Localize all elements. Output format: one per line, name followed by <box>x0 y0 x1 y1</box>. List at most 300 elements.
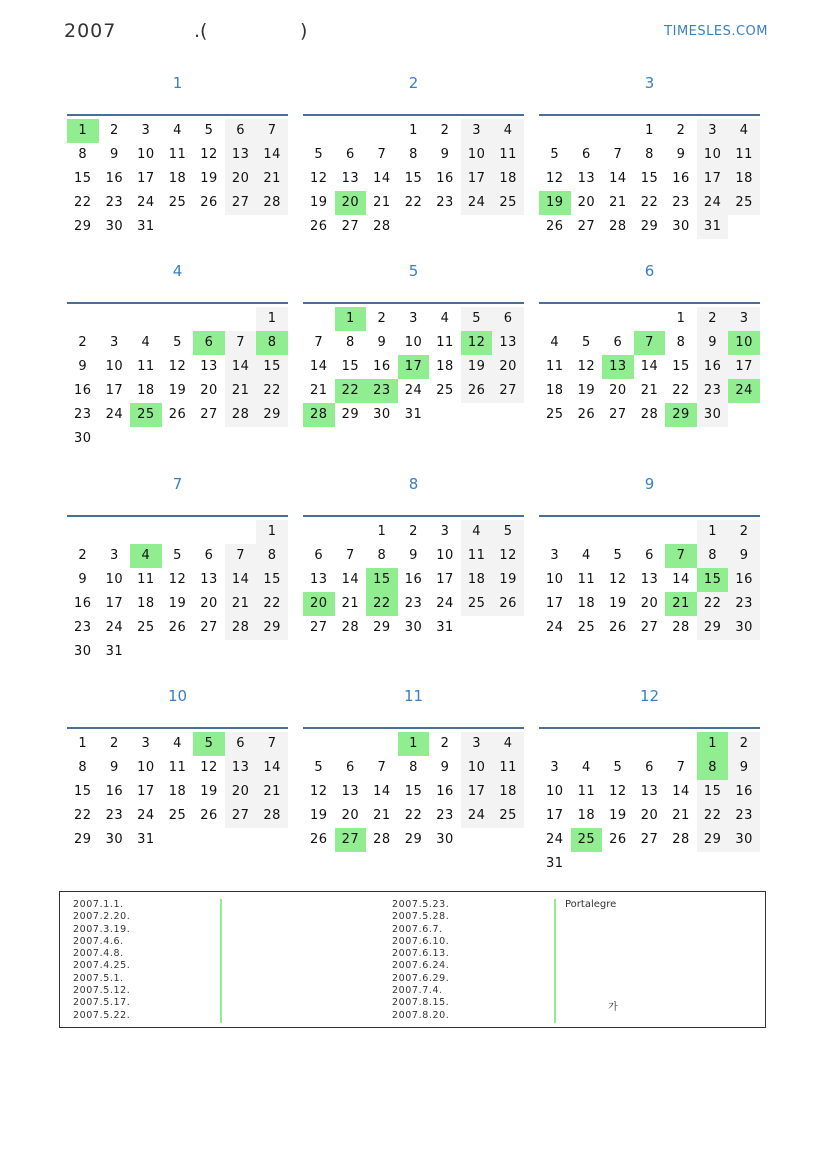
holiday-date: 2007.8.20. <box>392 1009 450 1021</box>
holiday-date: 2007.7.4. <box>392 985 443 997</box>
day-cell: 4 <box>581 760 591 775</box>
month-rule <box>303 727 524 729</box>
day-cell: 24 <box>105 620 124 635</box>
day-cell: 16 <box>74 596 92 611</box>
month-rule <box>67 114 288 116</box>
empty-cell <box>130 640 162 664</box>
day-cell: 18 <box>137 596 155 611</box>
week-row <box>303 732 524 756</box>
holiday-cell: 20 <box>303 592 335 616</box>
day-cell: 4 <box>728 119 760 143</box>
day-cell: 28 <box>256 191 288 215</box>
day-cell: 20 <box>200 383 218 398</box>
day-cell: 27 <box>200 620 218 635</box>
empty-cell <box>461 616 493 640</box>
day-cell: 28 <box>373 219 391 234</box>
day-cell: 16 <box>404 572 423 587</box>
day-cell: 27 <box>310 620 328 635</box>
day-cell: 4 <box>461 520 493 544</box>
empty-cell <box>539 520 571 544</box>
day-cell: 27 <box>225 191 257 215</box>
day-cell: 6 <box>645 760 654 775</box>
day-cell: 19 <box>168 383 187 398</box>
day-cell: 5 <box>173 548 182 563</box>
week-row <box>539 732 760 756</box>
empty-cell <box>634 520 666 544</box>
day-cell: 21 <box>373 195 391 210</box>
day-cell: 5 <box>550 147 560 162</box>
month-name: 10 <box>167 687 188 705</box>
day-cell: 11 <box>461 544 493 568</box>
day-cell: 21 <box>310 383 328 398</box>
day-cell: 29 <box>256 616 288 640</box>
day-cell: 13 <box>492 331 524 355</box>
day-cell: 15 <box>640 171 659 186</box>
week-row <box>539 852 760 876</box>
day-cell: 8 <box>78 147 88 162</box>
week-row <box>539 403 760 427</box>
day-cell: 18 <box>137 383 155 398</box>
holiday-date: 2007.4.6. <box>73 935 124 947</box>
day-cell: 29 <box>74 832 92 847</box>
day-cell: 9 <box>109 147 119 162</box>
month-rule <box>303 515 524 517</box>
empty-cell <box>99 520 131 544</box>
week-row <box>303 544 524 568</box>
holiday-cell: 10 <box>728 331 760 355</box>
day-cell: 6 <box>613 335 623 350</box>
day-cell: 23 <box>728 804 760 828</box>
day-cell: 23 <box>436 195 454 210</box>
month-grid <box>539 119 760 239</box>
holiday-date: 2007.4.25. <box>73 960 131 972</box>
day-cell: 17 <box>105 596 124 611</box>
day-cell: 9 <box>409 548 418 563</box>
day-cell: 15 <box>256 568 288 592</box>
day-cell: 25 <box>168 195 187 210</box>
day-cell: 14 <box>373 171 391 186</box>
empty-cell <box>225 640 257 664</box>
empty-cell <box>728 403 760 427</box>
day-cell: 4 <box>173 736 182 751</box>
week-row <box>67 616 288 640</box>
day-cell: 15 <box>404 171 423 186</box>
day-cell: 1 <box>409 123 418 138</box>
holiday-cell: 1 <box>335 307 367 331</box>
day-cell: 26 <box>310 219 328 234</box>
holiday-cell: 20 <box>335 191 367 215</box>
holiday-cell: 1 <box>67 119 99 143</box>
day-cell: 22 <box>697 592 729 616</box>
day-cell: 22 <box>256 379 288 403</box>
day-cell: 8 <box>345 335 355 350</box>
empty-cell <box>162 307 194 331</box>
week-row <box>539 143 760 167</box>
day-cell: 20 <box>341 808 360 823</box>
empty-cell <box>225 520 257 544</box>
day-cell: 7 <box>225 331 257 355</box>
week-row <box>303 592 524 616</box>
month-rule <box>539 727 760 729</box>
day-cell: 15 <box>697 780 729 804</box>
day-cell: 17 <box>137 784 155 799</box>
day-cell: 24 <box>697 191 729 215</box>
holiday-cell: 4 <box>130 544 162 568</box>
empty-cell <box>193 215 225 239</box>
day-cell: 6 <box>204 548 214 563</box>
empty-cell <box>429 403 461 427</box>
empty-cell <box>256 215 288 239</box>
empty-cell <box>99 427 131 451</box>
day-cell: 4 <box>492 732 524 756</box>
week-row <box>539 191 760 215</box>
day-cell: 2 <box>728 732 760 756</box>
week-row <box>67 732 288 756</box>
day-cell: 3 <box>409 311 418 326</box>
empty-cell <box>99 307 131 331</box>
week-row <box>303 804 524 828</box>
day-cell: 15 <box>341 359 360 374</box>
month-grid <box>67 119 288 239</box>
day-cell: 16 <box>436 784 454 799</box>
day-cell: 7 <box>314 335 324 350</box>
month-rule <box>539 515 760 517</box>
empty-cell <box>492 215 524 239</box>
day-cell: 14 <box>640 359 659 374</box>
day-cell: 29 <box>256 403 288 427</box>
day-cell: 24 <box>546 832 564 847</box>
empty-cell <box>193 828 225 852</box>
holiday-cell: 7 <box>665 544 697 568</box>
empty-cell <box>303 119 335 143</box>
month-rule <box>539 114 760 116</box>
day-cell: 15 <box>672 359 690 374</box>
day-cell: 27 <box>492 379 524 403</box>
holiday-date: 2007.3.19. <box>73 923 131 935</box>
legend-divider-2 <box>554 899 556 1023</box>
day-cell: 22 <box>404 808 423 823</box>
empty-cell <box>256 828 288 852</box>
day-cell: 13 <box>225 756 257 780</box>
day-cell: 7 <box>345 548 355 563</box>
day-cell: 10 <box>436 548 454 563</box>
day-cell: 14 <box>310 359 328 374</box>
day-cell: 25 <box>137 620 155 635</box>
day-cell: 31 <box>137 832 155 847</box>
month-name: 7 <box>172 475 183 493</box>
empty-cell <box>162 520 194 544</box>
month-grid <box>303 732 524 852</box>
day-cell: 23 <box>436 808 454 823</box>
day-cell: 28 <box>640 407 659 422</box>
day-cell: 13 <box>341 171 360 186</box>
week-row <box>67 379 288 403</box>
empty-cell <box>193 427 225 451</box>
day-cell: 7 <box>377 760 387 775</box>
day-cell: 12 <box>609 784 627 799</box>
empty-cell <box>665 852 697 876</box>
day-cell: 27 <box>609 407 627 422</box>
day-cell: 3 <box>697 119 729 143</box>
week-row <box>539 379 760 403</box>
holiday-date: 2007.6.10. <box>392 935 450 947</box>
day-cell: 11 <box>492 143 524 167</box>
day-cell: 8 <box>409 760 418 775</box>
empty-cell <box>492 828 524 852</box>
day-cell: 12 <box>577 359 596 374</box>
day-cell: 15 <box>74 171 92 186</box>
month-grid <box>303 119 524 239</box>
day-cell: 16 <box>105 784 124 799</box>
day-cell: 28 <box>373 832 391 847</box>
day-cell: 11 <box>436 335 454 350</box>
month-grid <box>539 520 760 640</box>
holiday-cell: 25 <box>130 403 162 427</box>
week-row <box>67 143 288 167</box>
holiday-cell: 29 <box>665 403 697 427</box>
day-cell: 18 <box>492 167 524 191</box>
day-cell: 10 <box>546 572 564 587</box>
month-grid <box>303 520 524 640</box>
day-cell: 11 <box>137 572 155 587</box>
empty-cell <box>461 828 493 852</box>
day-cell: 31 <box>105 644 124 659</box>
day-cell: 24 <box>436 596 454 611</box>
day-cell: 17 <box>546 596 564 611</box>
page-title: 2007 <box>64 20 117 42</box>
day-cell: 16 <box>105 171 124 186</box>
day-cell: 23 <box>105 195 124 210</box>
month-rule <box>303 302 524 304</box>
day-cell: 6 <box>645 548 654 563</box>
day-cell: 26 <box>310 832 328 847</box>
empty-cell <box>303 307 335 331</box>
week-row <box>67 427 288 451</box>
day-cell: 16 <box>728 780 760 804</box>
day-cell: 3 <box>461 119 493 143</box>
day-cell: 30 <box>697 403 729 427</box>
day-cell: 14 <box>256 143 288 167</box>
day-cell: 31 <box>404 407 423 422</box>
holiday-cell: 24 <box>728 379 760 403</box>
day-cell: 12 <box>200 147 218 162</box>
day-cell: 9 <box>728 544 760 568</box>
day-cell: 17 <box>461 780 493 804</box>
week-row <box>539 167 760 191</box>
day-cell: 20 <box>225 167 257 191</box>
day-cell: 8 <box>78 760 88 775</box>
day-cell: 19 <box>200 171 218 186</box>
day-cell: 25 <box>492 191 524 215</box>
day-cell: 25 <box>168 808 187 823</box>
day-cell: 2 <box>440 123 450 138</box>
day-cell: 9 <box>377 335 387 350</box>
day-cell: 14 <box>672 784 690 799</box>
day-cell: 29 <box>640 219 659 234</box>
empty-cell <box>602 307 634 331</box>
day-cell: 11 <box>168 147 187 162</box>
day-cell: 6 <box>345 147 355 162</box>
day-cell: 18 <box>577 596 596 611</box>
day-cell: 13 <box>577 171 596 186</box>
day-cell: 8 <box>377 548 387 563</box>
day-cell: 30 <box>672 219 690 234</box>
day-cell: 16 <box>728 568 760 592</box>
day-cell: 4 <box>141 335 151 350</box>
day-cell: 20 <box>577 195 596 210</box>
day-cell: 1 <box>645 123 654 138</box>
month-name: 3 <box>644 74 655 92</box>
month-grid <box>67 732 288 852</box>
week-row <box>303 616 524 640</box>
day-cell: 25 <box>546 407 564 422</box>
holiday-date: 2007.6.24. <box>392 960 450 972</box>
holiday-date: 2007.2.20. <box>73 911 131 923</box>
day-cell: 12 <box>310 784 328 799</box>
day-cell: 28 <box>341 620 360 635</box>
empty-cell <box>602 732 634 756</box>
day-cell: 18 <box>461 568 493 592</box>
day-cell: 19 <box>310 195 328 210</box>
day-cell: 3 <box>440 524 450 539</box>
holiday-date: 2007.8.15. <box>392 997 450 1009</box>
day-cell: 19 <box>461 355 493 379</box>
day-cell: 10 <box>105 572 124 587</box>
holiday-cell: 1 <box>697 732 729 756</box>
day-cell: 28 <box>225 403 257 427</box>
day-cell: 13 <box>640 572 659 587</box>
month-name: 5 <box>408 262 419 280</box>
day-cell: 6 <box>314 548 324 563</box>
day-cell: 14 <box>225 568 257 592</box>
week-row <box>67 544 288 568</box>
empty-cell <box>634 307 666 331</box>
day-cell: 4 <box>173 123 182 138</box>
day-cell: 2 <box>78 548 88 563</box>
day-cell: 12 <box>492 544 524 568</box>
day-cell: 14 <box>373 784 391 799</box>
week-row <box>67 307 288 331</box>
day-cell: 12 <box>168 359 187 374</box>
site-logo-text[interactable]: TIMESLES.COM <box>664 24 768 39</box>
month-grid <box>303 307 524 427</box>
week-row <box>303 780 524 804</box>
week-row <box>539 568 760 592</box>
month-name: 12 <box>639 687 660 705</box>
day-cell: 21 <box>225 379 257 403</box>
day-cell: 25 <box>728 191 760 215</box>
holiday-cell: 15 <box>366 568 398 592</box>
empty-cell <box>303 732 335 756</box>
week-row <box>539 756 760 780</box>
day-cell: 6 <box>225 119 257 143</box>
day-cell: 6 <box>492 307 524 331</box>
day-cell: 21 <box>256 780 288 804</box>
day-cell: 4 <box>550 335 560 350</box>
day-cell: 3 <box>550 548 560 563</box>
week-row <box>303 215 524 239</box>
day-cell: 26 <box>461 379 493 403</box>
day-cell: 5 <box>613 548 623 563</box>
empty-cell <box>225 215 257 239</box>
week-row <box>539 780 760 804</box>
day-cell: 18 <box>728 167 760 191</box>
day-cell: 17 <box>436 572 454 587</box>
week-row <box>539 592 760 616</box>
month-grid <box>67 307 288 451</box>
empty-cell <box>162 215 194 239</box>
empty-cell <box>492 403 524 427</box>
day-cell: 23 <box>728 592 760 616</box>
week-row <box>67 520 288 544</box>
empty-cell <box>225 828 257 852</box>
holiday-cell: 17 <box>398 355 430 379</box>
week-row <box>303 403 524 427</box>
day-cell: 17 <box>137 171 155 186</box>
day-cell: 13 <box>310 572 328 587</box>
holiday-cell: 23 <box>366 379 398 403</box>
holiday-cell: 22 <box>335 379 367 403</box>
empty-cell <box>366 732 398 756</box>
empty-cell <box>571 732 603 756</box>
day-cell: 10 <box>137 147 155 162</box>
day-cell: 11 <box>492 756 524 780</box>
day-cell: 8 <box>409 147 418 162</box>
day-cell: 17 <box>546 808 564 823</box>
day-cell: 2 <box>409 524 418 539</box>
day-cell: 19 <box>200 784 218 799</box>
day-cell: 5 <box>492 520 524 544</box>
day-cell: 23 <box>404 596 423 611</box>
holiday-cell: 7 <box>634 331 666 355</box>
empty-cell <box>571 307 603 331</box>
empty-cell <box>303 520 335 544</box>
day-cell: 24 <box>461 804 493 828</box>
empty-cell <box>602 119 634 143</box>
day-cell: 9 <box>78 572 88 587</box>
week-row <box>303 307 524 331</box>
day-cell: 18 <box>168 784 187 799</box>
day-cell: 31 <box>137 219 155 234</box>
month-rule <box>67 515 288 517</box>
day-cell: 5 <box>314 147 324 162</box>
holiday-list-1 <box>73 899 130 1022</box>
empty-cell <box>67 520 99 544</box>
day-cell: 7 <box>613 147 623 162</box>
day-cell: 13 <box>640 784 659 799</box>
day-cell: 28 <box>256 804 288 828</box>
day-cell: 12 <box>168 572 187 587</box>
empty-cell <box>634 732 666 756</box>
holiday-date: 2007.5.17. <box>73 997 131 1009</box>
day-cell: 27 <box>341 219 360 234</box>
holiday-cell: 19 <box>539 191 571 215</box>
day-cell: 29 <box>341 407 360 422</box>
day-cell: 7 <box>256 732 288 756</box>
holiday-date: 2007.5.12. <box>73 985 131 997</box>
day-cell: 23 <box>74 620 92 635</box>
day-cell: 4 <box>440 311 450 326</box>
day-cell: 21 <box>225 592 257 616</box>
week-row <box>539 119 760 143</box>
month-grid <box>539 732 760 876</box>
week-row <box>303 331 524 355</box>
day-cell: 18 <box>577 808 596 823</box>
month-name: 11 <box>403 687 424 705</box>
day-cell: 19 <box>168 596 187 611</box>
day-cell: 15 <box>404 784 423 799</box>
empty-cell <box>256 427 288 451</box>
